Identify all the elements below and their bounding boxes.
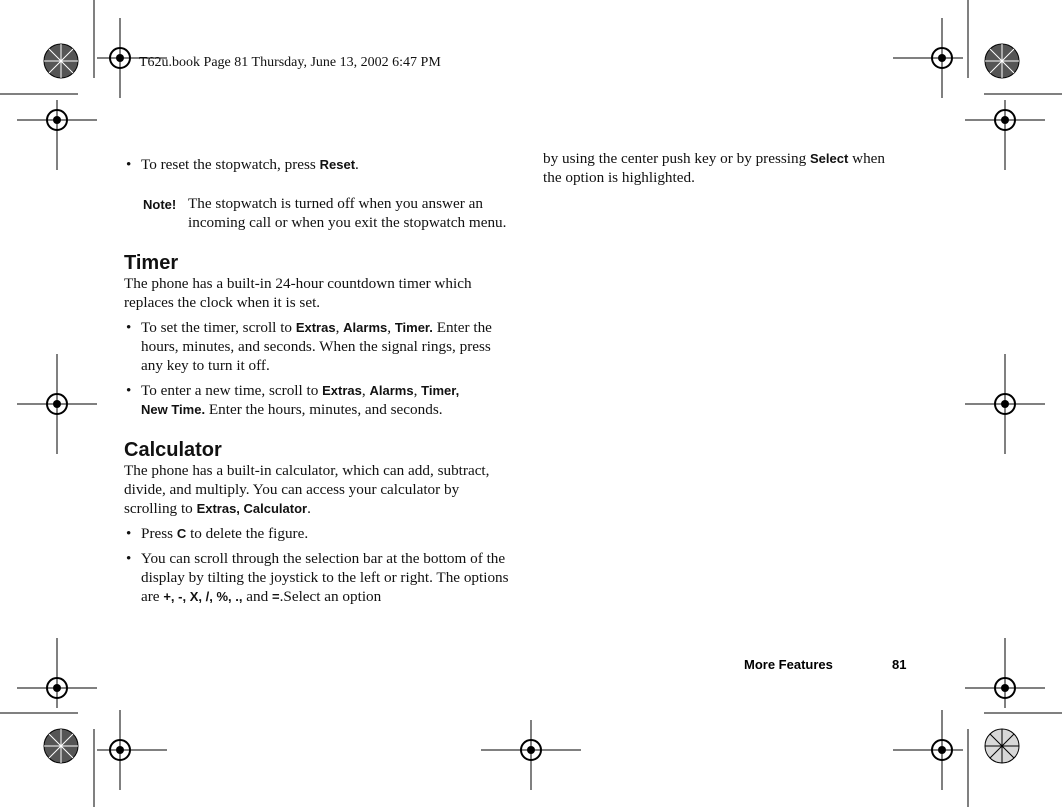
footer-page-number: 81	[892, 657, 907, 672]
bullet-new-time: • To enter a new time, scroll to Extras, Alarms, Timer, New Time. Enter the hours, minutes, and seconds.	[126, 382, 460, 418]
right-column-text: by using the center push key or by pressing Select when the option is highlighted.	[543, 150, 886, 186]
bullet-set-timer: • To set the timer, scroll to Extras, Alarms, Timer. Enter the hours, minutes, and seconds. When the signal rings, press any key to turn it off.	[126, 319, 492, 374]
note-text: The stopwatch is turned off when you answer an incoming call or when you exit the stopwatch menu.	[188, 195, 507, 231]
bullet-press-c: • Press C to delete the figure.	[126, 525, 309, 542]
select-key: Select	[810, 151, 849, 166]
footer-section-title: More Features	[744, 657, 833, 672]
bullet-dot: •	[126, 319, 132, 336]
reset-key: Reset	[319, 157, 356, 172]
running-header: T62u.book Page 81 Thursday, June 13, 2002 6:47 PM	[139, 55, 441, 70]
bullet-reset: • To reset the stopwatch, press Reset.	[126, 156, 359, 173]
right-column	[543, 149, 888, 187]
calculator-heading: Calculator	[124, 439, 222, 461]
calculator-intro: The phone has a built-in calculator, which can add, subtract, divide, and multiply. You can access your calculator by scrolling to Extras, Calculator.	[124, 462, 490, 517]
note-block	[124, 194, 510, 232]
timer-intro: The phone has a built-in 24-hour countdown timer which replaces the clock when it is set.	[124, 275, 472, 311]
bullet-dot: •	[126, 525, 132, 542]
bullet-dot: •	[126, 382, 132, 399]
left-column	[124, 155, 510, 606]
timer-heading: Timer	[124, 252, 179, 274]
note-label: Note!	[143, 197, 177, 212]
bullet-dot: •	[126, 156, 132, 173]
bullet-dot: •	[126, 550, 132, 567]
bullet-selection-bar: • You can scroll through the selection bar at the bottom of the display by tilting the joystick to the left or right. The options are +, -, X, /, %, ., and =.Select an option	[126, 550, 509, 605]
